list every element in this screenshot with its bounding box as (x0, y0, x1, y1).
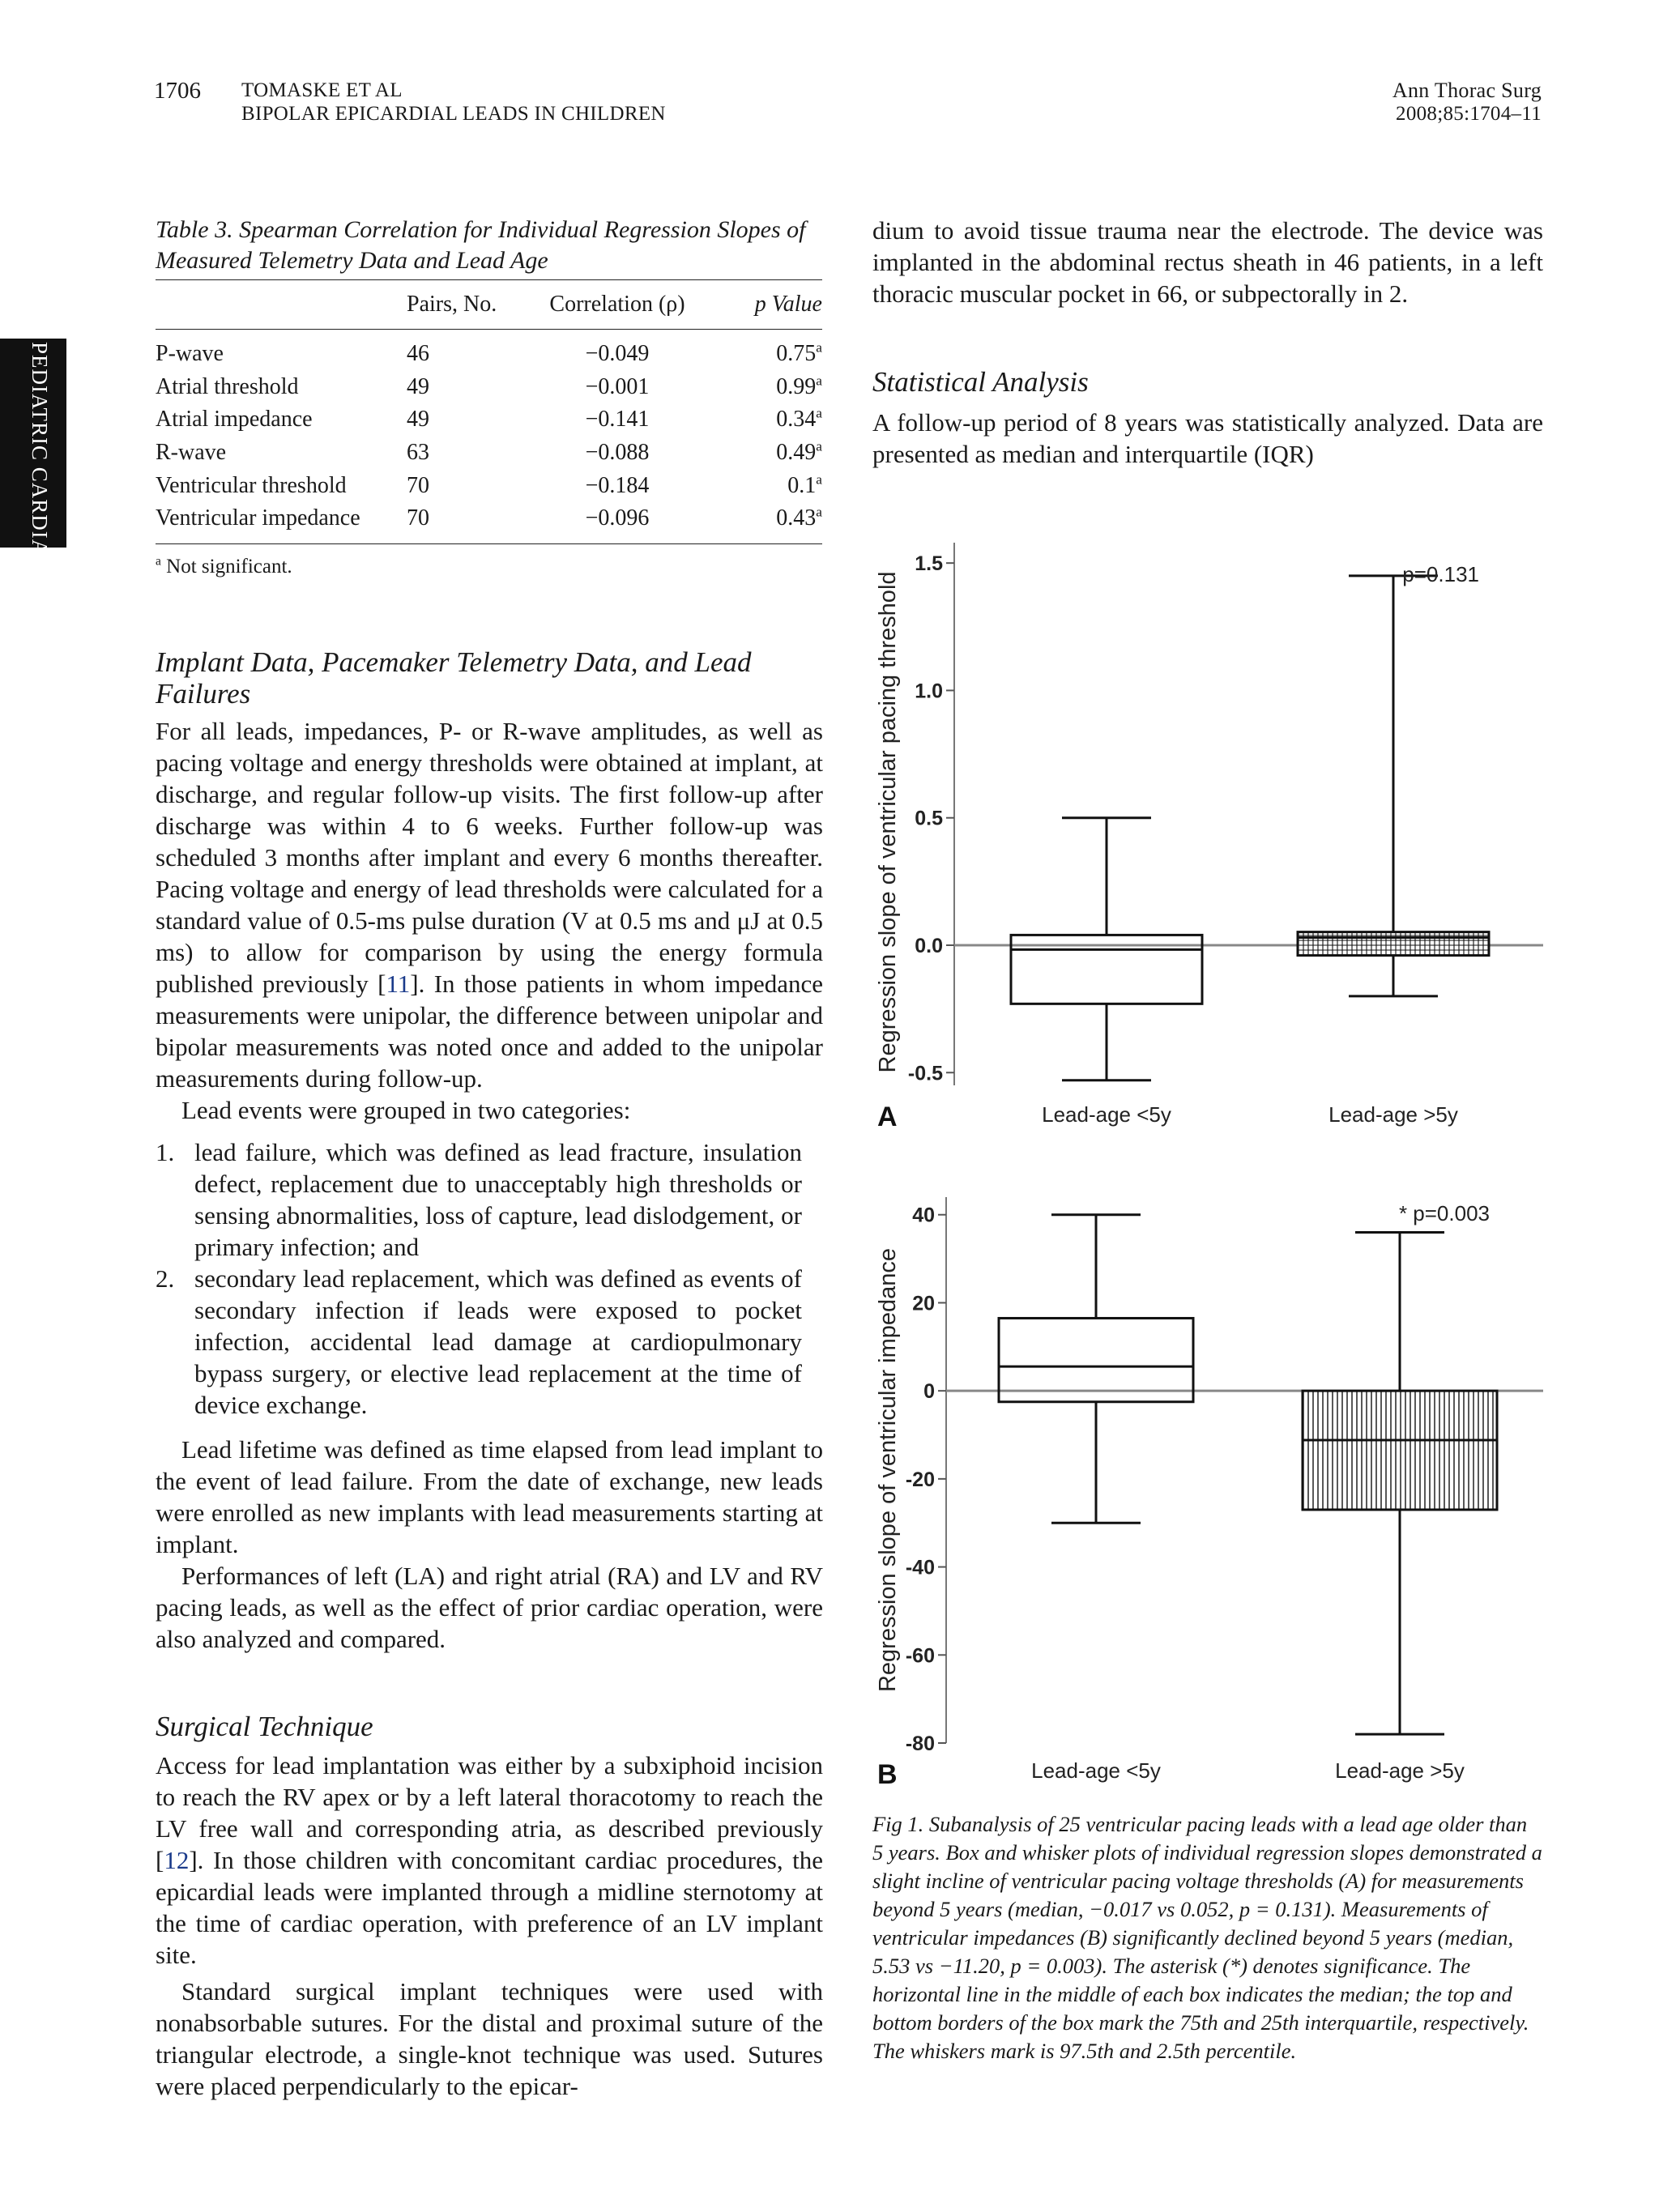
lead-event-categories-list (156, 1136, 802, 1421)
left-column-body (156, 715, 823, 1655)
table3-p-value: 0.99 (776, 373, 817, 399)
list-item (156, 1263, 802, 1421)
table-row (156, 437, 822, 470)
panel-a-letter: A (877, 1102, 898, 1132)
table3-cell-correlation: −0.184 (585, 472, 650, 498)
table-row (156, 403, 822, 437)
list-item-text: secondary lead replacement, which was defined as events of secondary infection if leads were exposed to pocket infection, accidental lead damage at cardiopulmonary bypass surgery, or elective lead replacement at the time of device exchange. (194, 1264, 802, 1419)
table3-cell-pairs: 70 (407, 505, 429, 531)
panel-a-category-label: Lead-age <5y (1042, 1102, 1171, 1127)
panel-b-y-tick-label: 40 (912, 1204, 935, 1227)
table3-caption: Table 3. Spearman Correlation for Individual Regression Slopes of Measured Telemetry Data and Lead Age (156, 216, 806, 274)
paragraph-text: ]. In those children with concomitant cardiac procedures, the epicardial leads were implanted through a midline sternotomy at the time of cardiac operation, with preference of an LV implant site. (156, 1846, 823, 1969)
table3-cell-measure: Ventricular impedance (156, 505, 360, 531)
table3-cell-correlation: −0.088 (585, 440, 650, 466)
journal-name: Ann Thorac Surg (1392, 79, 1542, 102)
table3-cell-correlation: −0.001 (585, 373, 650, 399)
list-item (156, 1136, 802, 1263)
table-row (156, 330, 822, 371)
panel-b-y-tick-label: 20 (912, 1292, 935, 1315)
paragraph-implant-data (156, 715, 823, 1094)
table3-col-measure (156, 280, 407, 330)
footnote-mark: a (816, 373, 822, 389)
panel-a-y-tick-label: 1.5 (915, 552, 943, 576)
footnote-mark: a (816, 339, 822, 356)
panel-b-box (999, 1318, 1193, 1401)
running-header-title: BIPOLAR EPICARDIAL LEADS IN CHILDREN (241, 103, 666, 125)
paragraph-performances: Performances of left (LA) and right atrial (RA) and LV and RV pacing leads, as well as the effect of prior cardiac operation, were also analyzed and compared. (156, 1562, 823, 1653)
panel-a-box (1298, 932, 1489, 956)
paragraph-lead-lifetime: Lead lifetime was defined as time elapsed from lead implant to the event of lead failure. From the date of exchange, new leads were enrolled as new implants with lead measurements starting at implant. (156, 1435, 823, 1558)
panel-b-letter: B (877, 1759, 898, 1790)
panel-b-y-tick-label: 0 (923, 1380, 935, 1404)
section-heading-statistical-analysis: Statistical Analysis (872, 366, 1089, 398)
table3-cell-p (698, 371, 822, 404)
list-item-text: lead failure, which was defined as lead fracture, insulation defect, replacement due to unacceptably high thresholds or sensing abnormalities, loss of capture, lead dislodgement, or primary infection; and (194, 1138, 802, 1261)
paragraph-access (156, 1750, 823, 1971)
panel-b-y-tick-label: -20 (905, 1468, 935, 1491)
table3-cell-measure: P-wave (156, 341, 224, 367)
table3-cell-pairs: 63 (407, 440, 429, 466)
table3-col-pairs: Pairs, No. (407, 280, 536, 330)
panel-b-y-axis-title: Regression slope of ventricular impedance (875, 1247, 901, 1693)
running-header-authors: TOMASKE ET AL (241, 79, 403, 101)
figure-1-boxplots (859, 535, 1555, 1798)
section-side-tab-label: PEDIATRIC CARDIAC (28, 342, 52, 572)
panel-b-y-tick-label: -80 (905, 1733, 935, 1755)
table3-cell-measure: Atrial impedance (156, 407, 313, 433)
table3-p-value: 0.75 (776, 341, 817, 367)
figure-panel-b (875, 1197, 1543, 1790)
table3-cell-measure: R-wave (156, 440, 227, 466)
footnote-mark: a (156, 554, 161, 569)
panel-a-y-tick-label: 0.0 (915, 934, 943, 957)
table-row (156, 502, 822, 543)
table3-col-p (698, 280, 822, 330)
reference-link-11[interactable]: 11 (386, 970, 411, 998)
panel-a-y-tick-label: 0.5 (915, 807, 943, 830)
list-number: 1. (156, 1138, 175, 1166)
table3-cell-pairs: 46 (407, 341, 429, 367)
table-row (156, 371, 822, 404)
table3-cell-p (698, 403, 822, 437)
footnote-mark: a (816, 504, 822, 520)
table3-col-correlation: Correlation (ρ) (536, 280, 698, 330)
footnote-mark: a (816, 406, 822, 422)
panel-b-box (1303, 1391, 1497, 1510)
paragraph-device-implant: dium to avoid tissue trauma near the electrode. The device was implanted in the abdominal rectus sheath in 46 patients, in a left thoracic muscular pocket in 66, or subpectorally in 2. (872, 216, 1543, 308)
panel-b-category-label: Lead-age <5y (1031, 1758, 1161, 1783)
page-number: 1706 (154, 78, 201, 104)
table3-cell-correlation: −0.049 (585, 341, 650, 367)
section-side-tab (0, 339, 66, 572)
table-row (156, 469, 822, 502)
panel-a-significance-annotation: p=0.131 (1402, 562, 1479, 586)
paragraph-text: Access for lead implantation was either by a subxiphoid incision to reach the RV apex or by a left lateral thoracotomy to reach the LV free wall and corresponding atria, as described previously [ (156, 1751, 823, 1874)
section-heading-implant-data: Implant Data, Pacemaker Telemetry Data, and Lead Failures (156, 646, 752, 710)
table3-header-row (156, 280, 822, 330)
paragraph-implant-techniques: Standard surgical implant techniques were used with nonabsorbable sutures. For the distal and proximal suture of the triangular electrode, a single-knot technique was used. Sutures were placed perpendicularly to the epicar- (156, 1977, 823, 2100)
left-column-surgical-body (156, 1750, 823, 2102)
table3-cell-p (698, 502, 822, 543)
section-heading-surgical-technique: Surgical Technique (156, 1711, 373, 1742)
panel-a-category-label: Lead-age >5y (1328, 1102, 1458, 1127)
panel-b-y-tick-label: -40 (905, 1556, 935, 1579)
table3-cell-p (698, 469, 822, 502)
paragraph-statistical-analysis: A follow-up period of 8 years was statistically analyzed. Data are presented as median and interquartile (IQR) (872, 408, 1543, 468)
table3-cell-measure: Ventricular threshold (156, 472, 347, 498)
table3-cell-pairs: 70 (407, 472, 429, 498)
paragraph-text: ]. In those patients in whom impedance measurements were unipolar, the difference between unipolar and bipolar measurements was noted once and added to the unipolar measurements during follow-up. (156, 970, 823, 1093)
table3-cell-correlation: −0.141 (585, 407, 650, 433)
paragraph-lead-events: Lead events were grouped in two categories: (181, 1096, 631, 1124)
table3-p-value: 0.43 (776, 505, 817, 531)
panel-a-y-axis-title: Regression slope of ventricular pacing threshold (875, 571, 901, 1073)
table3-cell-correlation: −0.096 (585, 505, 650, 531)
journal-citation: 2008;85:1704–11 (1396, 103, 1542, 125)
table3-cell-pairs: 49 (407, 407, 429, 433)
panel-b-category-label: Lead-age >5y (1335, 1758, 1465, 1783)
list-number: 2. (156, 1264, 175, 1293)
table3-col-p-label: p Value (754, 292, 822, 317)
footnote-mark: a (816, 438, 822, 454)
panel-a-y-tick-label: 1.0 (915, 680, 943, 703)
panel-a-y-tick-label: -0.5 (907, 1062, 943, 1085)
table3-cell-p (698, 437, 822, 470)
table3-cell-pairs: 49 (407, 373, 429, 399)
figure-1-caption: Fig 1. Subanalysis of 25 ventricular pacing leads with a lead age older than 5 years. Box and whisker plots of individual regression slopes demonstrated a slight incline of ventricular pacing voltage thresholds (A) for measurements beyond 5 years (median, −0.017 vs 0.052, p = 0.131). Measurements of ventricular impedances (B) significantly declined beyond 5 years (median, 5.53 vs −11.20, p = 0.003). The asterisk (*) denotes significance. The horizontal line in the middle of each box indicates the median; the top and bottom borders of the box mark the 75th and 25th interquartile, respectively. The whiskers mark is 97.5th and 2.5th percentile. (872, 1812, 1542, 2063)
reference-link-12[interactable]: 12 (164, 1846, 190, 1874)
table3-footnote-text: Not significant. (166, 556, 292, 578)
paragraph-text: For all leads, impedances, P- or R-wave amplitudes, as well as pacing voltage and energy thresholds were obtained at implant, at discharge, and regular follow-up visits. The first follow-up after discharge was within 4 to 6 weeks. Further follow-up was scheduled 3 months after implant and every 6 months thereafter. Pacing voltage and energy of lead thresholds were calculated for a standard value of 0.5-ms pulse duration (V at 0.5 ms and μJ at 0.5 ms) to allow for comparison by using the energy formula published previously [ (156, 717, 823, 998)
table3-cell-measure: Atrial threshold (156, 373, 299, 399)
table3 (156, 279, 822, 544)
table3-p-value: 0.34 (776, 407, 817, 433)
figure-panel-a (875, 543, 1543, 1132)
table3-cell-p (698, 330, 822, 371)
panel-b-y-tick-label: -60 (905, 1644, 935, 1668)
table3-p-value: 0.49 (776, 440, 817, 466)
panel-b-significance-annotation: * p=0.003 (1398, 1201, 1490, 1225)
table3-p-value: 0.1 (787, 472, 817, 498)
footnote-mark: a (816, 471, 822, 488)
table3-footnote (156, 556, 292, 578)
